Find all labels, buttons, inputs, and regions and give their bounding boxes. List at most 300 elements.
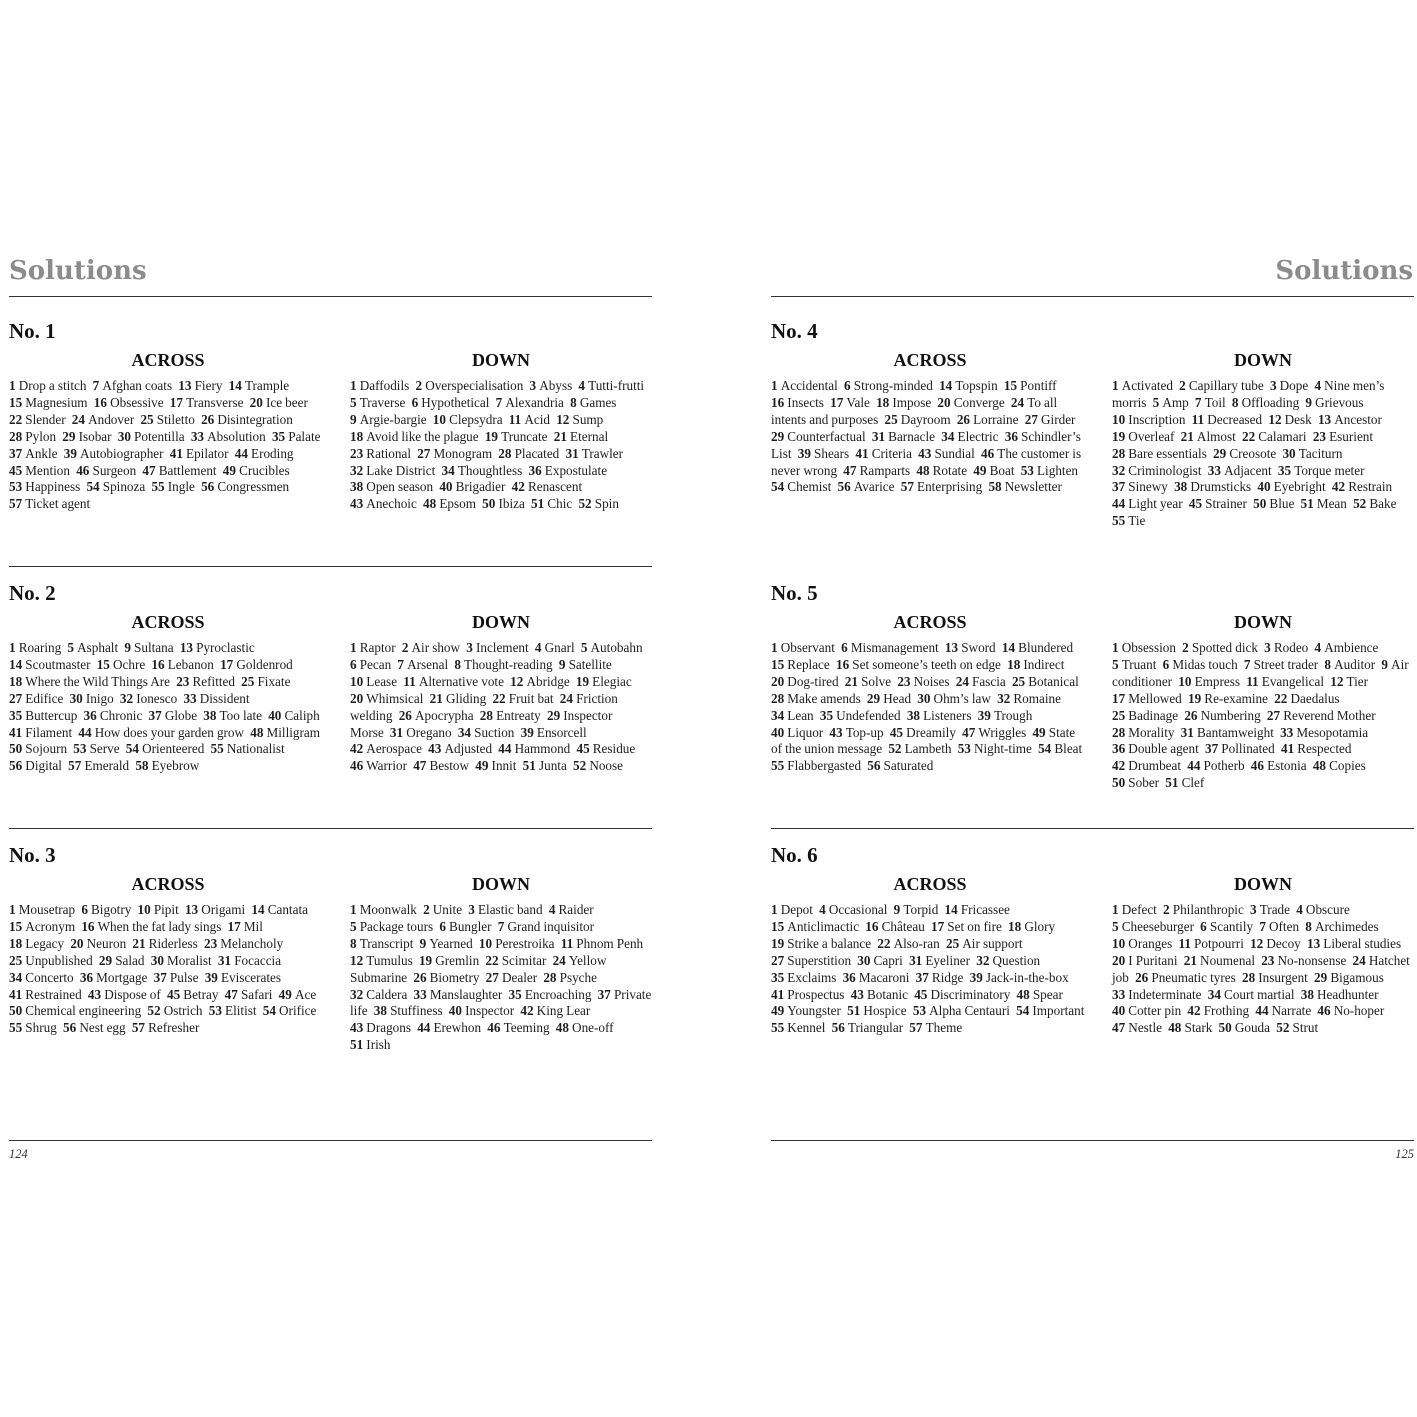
answer-word: Question [992,952,1041,968]
answer-item [204,936,283,951]
answer-item [1112,741,1199,756]
answer-item [521,725,587,740]
answer-word: Liquor [787,724,824,740]
answer-word: Drop a stitch [18,378,87,393]
answer-item [1314,640,1378,655]
answer-item [1205,741,1275,756]
answer-word: Raider [558,902,594,917]
down-answers [350,902,652,1054]
answer-item [430,691,487,706]
down-heading: DOWN [1234,350,1292,370]
answer-item [830,395,870,410]
answer-word: Epilator [186,445,229,461]
answer-item [1179,378,1264,393]
answer-number: 32 [976,952,990,968]
answer-number: 30 [857,952,871,968]
answer-word: Teeming [503,1020,550,1036]
answer-number: 53 [957,741,971,757]
answer-item [1112,1020,1162,1035]
down-answers [1112,378,1414,530]
across-heading: ACROSS [131,874,205,894]
answer-word: Ohm’s law [933,690,991,706]
answer-word: Ice beer [265,394,308,410]
answer-number: 50 [9,741,23,757]
answer-number: 54 [86,479,100,495]
answer-number: 43 [87,986,102,1002]
answer-number: 25 [140,411,154,427]
answer-word: Brigadier [455,479,506,495]
answer-word: Amp [1162,394,1189,410]
answer-word: Blue [1269,496,1295,512]
answer-number: 54 [771,479,785,495]
answer-number: 58 [135,758,149,774]
answer-number: 27 [485,969,499,985]
answer-item [93,378,172,393]
answer-word: Occasional [828,902,888,917]
answer-word: Mellowed [1128,690,1182,706]
answer-item [62,429,111,444]
answer-number: 35 [508,986,522,1002]
answer-word: Youngster [787,1003,841,1019]
answer-number: 28 [479,707,493,723]
answer-number: 27 [771,952,785,968]
answer-number: 53 [208,1003,222,1019]
answer-number: 10 [1112,411,1126,427]
answer-word: Alexandria [505,394,564,410]
answer-number: 6 [1200,918,1207,934]
answer-number: 55 [151,479,165,495]
answer-word: Potpourri [1194,935,1244,951]
answer-number: 42 [350,741,364,757]
answer-word: Overspecialisation [425,378,524,393]
answer-word: Unite [432,902,463,917]
answer-number: 57 [909,1020,923,1036]
answer-word: Electric [957,428,999,444]
answer-word: Pulse [169,969,199,985]
answer-word: Auditor [1334,656,1376,672]
answer-number: 5 [350,918,357,934]
answer-item [523,758,567,773]
answer-number: 46 [980,445,995,461]
answer-number: 12 [1330,673,1344,689]
answer-item [820,708,901,723]
answer-item [251,902,308,917]
answer-word: Sword [961,640,996,655]
answer-item [420,936,473,951]
answer-word: Mesopotamia [1296,724,1369,740]
answer-word: Absolution [207,428,266,444]
answer-item [1181,429,1236,444]
answer-number: 48 [1312,758,1327,774]
answer-item [211,741,285,756]
answer-item [1165,775,1204,790]
answer-item [9,657,91,672]
answer-number: 36 [79,969,94,985]
answer-number: 48 [916,462,930,478]
answer-number: 55 [9,1020,23,1036]
answer-number: 35 [771,969,785,985]
answer-number: 1 [350,902,357,917]
answer-item [1301,987,1379,1002]
answer-word: Strainer [1205,496,1247,512]
answer-number: 30 [150,952,164,968]
answer-item [945,640,996,655]
answer-word: Ingle [167,479,195,495]
answer-number: 21 [1183,952,1197,968]
answer-item [1025,412,1076,427]
answer-word: Torpid [903,902,939,917]
answer-item [479,936,555,951]
down-column [350,348,652,513]
down-answers [350,378,652,513]
answer-word: Surgeon [92,462,137,478]
answer-number: 16 [835,656,850,672]
answer-item [84,708,143,723]
answer-word: Triangular [847,1020,904,1036]
answer-number: 37 [148,707,162,723]
answer-number: 13 [1306,935,1321,951]
answer-number: 51 [1300,496,1314,512]
answer-number: 16 [81,918,95,934]
answer-word: Sultana [134,640,174,655]
answer-item [1135,970,1236,985]
answer-number: 56 [831,1020,845,1036]
answer-number: 54 [1016,1003,1030,1019]
across-column [771,872,1089,1037]
answer-item [771,691,861,706]
heading-rule [9,296,652,297]
answer-item [1189,496,1247,511]
answer-word: Trawler [581,445,624,461]
answer-item [94,395,164,410]
answer-word: Chemical engineering [25,1003,142,1019]
answer-word: Air conditioner [1112,656,1409,689]
answer-number: 13 [1317,411,1332,427]
answer-number: 25 [884,411,898,427]
answer-number: 23 [203,935,218,951]
answer-number: 11 [403,673,416,689]
answer-number: 19 [771,935,785,951]
answer-item [1305,395,1363,410]
answer-number: 36 [1112,741,1126,757]
answer-word: Often [1269,918,1300,934]
answer-word: Eyeliner [925,952,971,968]
answer-number: 10 [478,935,493,951]
answer-word: Mean [1316,496,1347,512]
answer-number: 4 [1314,378,1322,393]
answer-number: 14 [944,902,958,917]
answer-word: Betray [183,986,219,1002]
answer-number: 43 [829,724,843,740]
answer-item [350,429,479,444]
answer-word: Too late [219,707,262,723]
answer-item [390,725,452,740]
answer-word: Noumenal [1200,952,1255,968]
answer-word: Narrate [1271,1003,1312,1019]
answer-item [1153,395,1189,410]
answer-item [1313,758,1366,773]
answer-item [70,691,114,706]
answer-item [496,395,564,410]
answer-item [918,446,975,461]
answer-item [847,1003,907,1018]
answer-item [962,725,1026,740]
answer-number: 15 [9,918,23,934]
answer-number: 56 [63,1020,77,1036]
answer-word: Re-examine [1204,690,1268,706]
answer-word: Decreased [1207,411,1263,427]
answer-number: 25 [1112,707,1126,723]
answer-number: 17 [931,918,945,934]
answer-number: 48 [1016,986,1030,1002]
answer-item [543,970,597,985]
answer-word: Yellow Submarine [350,952,607,985]
answer-item [1188,691,1268,706]
answer-item [531,496,572,511]
answer-number: 28 [1112,724,1126,740]
answer-word: Kennel [787,1020,826,1036]
answer-item [399,708,474,723]
answer-word: Light year [1128,496,1183,512]
answer-word: Palate [288,428,321,444]
answer-number: 33 [1280,724,1294,740]
answer-number: 3 [468,902,475,917]
answer-item [268,708,319,723]
answer-item [556,1020,614,1035]
answer-item [529,463,608,478]
answer-word: Orifice [279,1003,317,1019]
answer-number: 1 [9,640,16,655]
answer-item [867,691,911,706]
answer-number: 27 [9,690,23,706]
answer-number: 29 [866,690,881,706]
answer-item [798,446,849,461]
page-number: 125 [1395,1147,1414,1161]
answer-item [350,640,396,655]
answer-word: Château [881,918,925,934]
answer-item [578,496,618,511]
answer-word: Perestroika [495,935,555,951]
answer-word: Milligram [266,724,321,740]
answer-item [1313,429,1373,444]
answer-number: 27 [1024,411,1038,427]
answer-word: Oregano [406,724,452,740]
answer-number: 4 [548,902,556,917]
answer-word: Acid [524,411,550,427]
answer-number: 52 [1353,496,1367,512]
answer-item [1168,1020,1212,1035]
answer-number: 53 [9,479,23,495]
answer-item [442,463,523,478]
answer-number: 46 [487,1020,501,1036]
answer-word: Magnesium [25,394,88,410]
answer-item [771,1020,825,1035]
answer-number: 31 [909,952,923,968]
answer-item [263,1003,317,1018]
answer-word: Toil [1204,394,1226,410]
answer-word: Adjacent [1224,462,1272,478]
answer-item [1257,479,1325,494]
answer-number: 39 [977,707,991,723]
answer-number: 1 [9,378,16,393]
answer-word: Boat [989,462,1015,478]
answer-item [970,970,1069,985]
answer-item [509,412,550,427]
answer-number: 1 [350,378,357,393]
answer-word: One-off [572,1020,614,1036]
answer-number: 56 [867,758,881,774]
answer-item [841,640,939,655]
answer-word: Ancestor [1334,411,1382,427]
answer-number: 49 [278,986,292,1002]
puzzle-title: No. 1 [9,319,56,343]
answer-number: 33 [183,690,197,706]
answer-item [63,1020,126,1035]
answer-item [350,479,433,494]
answer-word: Buttercup [25,707,78,723]
answer-word: Bestow [429,758,470,774]
answer-item [350,936,413,951]
answer-word: Raptor [359,640,396,655]
answer-item [565,446,623,461]
answer-number: 43 [350,496,364,512]
answer-number: 57 [9,496,23,512]
answer-item [209,1003,257,1018]
answer-word: Arsenal [407,656,449,672]
answer-word: Serve [89,741,120,757]
answer-item [1163,657,1238,672]
answer-word: Truncate [501,428,548,444]
answer-word: Hospice [863,1003,907,1019]
answer-item [1038,741,1082,756]
answer-item [397,657,448,672]
answer-number: 52 [888,741,902,757]
answer-number: 33 [1207,462,1221,478]
answer-word: Pneumatic tyres [1151,969,1236,985]
answer-item [1296,902,1350,917]
answer-number: 38 [906,707,920,723]
answer-word: Asphalt [77,640,119,655]
answer-word: Vale [846,394,870,410]
answer-item [88,987,161,1002]
answer-number: 6 [844,378,851,393]
answer-word: Impose [892,394,932,410]
across-column [9,872,327,1037]
answer-item [939,378,998,393]
answer-word: Sinewy [1128,479,1168,495]
answer-word: Clef [1181,775,1205,791]
answer-number: 48 [250,724,264,740]
answer-number: 40 [1112,1003,1126,1019]
answer-word: Filament [25,724,73,740]
answer-word: Gnarl [544,640,575,655]
answer-item [901,479,983,494]
answer-word: Anechoic [366,496,417,512]
answer-word: Spin [594,496,619,512]
answer-number: 44 [498,741,512,757]
answer-word: Lean [787,707,814,723]
answer-word: Pontiff [1020,378,1057,393]
answer-number: 29 [771,428,785,444]
answer-number: 3 [1264,640,1271,655]
across-column [771,610,1089,775]
answer-item [218,953,281,968]
answer-number: 12 [1268,411,1282,427]
answer-item [771,902,813,917]
answer-item [1270,378,1308,393]
answer-number: 29 [1213,445,1227,461]
answer-word: Neuron [86,935,127,951]
answer-item [235,446,294,461]
answer-number: 34 [941,428,955,444]
answer-number: 8 [570,394,577,410]
answer-word: Package tours [359,918,434,934]
answer-item [1268,412,1311,427]
answer-word: Blundered [1018,640,1074,655]
answer-number: 14 [939,378,953,393]
answer-number: 46 [1317,1003,1331,1019]
answer-number: 22 [9,411,23,427]
answer-item [855,446,912,461]
answer-item [1250,902,1290,917]
answer-word: Respected [1297,741,1352,757]
answer-item [185,902,245,917]
answer-word: Criteria [871,445,912,461]
answer-item [535,640,575,655]
answer-item [9,412,66,427]
answer-item [1200,919,1253,934]
answer-number: 30 [69,690,83,706]
answer-number: 3 [1250,902,1257,917]
answer-word: Innit [491,758,517,774]
answer-word: Dreamily [906,724,956,740]
answer-word: Melancholy [220,935,284,951]
answer-number: 9 [558,656,566,672]
answer-item [1242,429,1307,444]
answer-item [417,446,492,461]
answer-item [1112,1003,1181,1018]
answer-word: Alpha Centauri [929,1003,1010,1019]
answer-word: Andover [88,411,135,427]
answer-item [1163,902,1244,917]
answer-item [132,936,197,951]
answer-item [350,395,405,410]
answer-number: 9 [419,935,427,951]
answer-item [894,902,939,917]
answer-number: 56 [201,479,215,495]
answer-word: Legacy [25,935,65,951]
answer-item [492,691,553,706]
answer-number: 2 [1182,640,1189,655]
answer-item [581,640,643,655]
answer-item [350,758,407,773]
answer-word: Ridge [931,969,964,985]
answer-number: 51 [350,1037,364,1053]
answer-item [1307,936,1401,951]
answer-word: Wriggles [978,724,1027,740]
answer-item [1181,725,1274,740]
answer-number: 26 [201,411,215,427]
answer-item [897,674,949,689]
answer-item [1112,496,1183,511]
answer-number: 15 [1003,378,1018,393]
answer-number: 54 [262,1003,276,1019]
answer-word: How does your garden grow [94,724,245,740]
answer-number: 22 [485,952,499,968]
answer-number: 49 [222,462,236,478]
answer-word: Shrug [25,1020,57,1036]
answer-item [1016,1003,1084,1018]
